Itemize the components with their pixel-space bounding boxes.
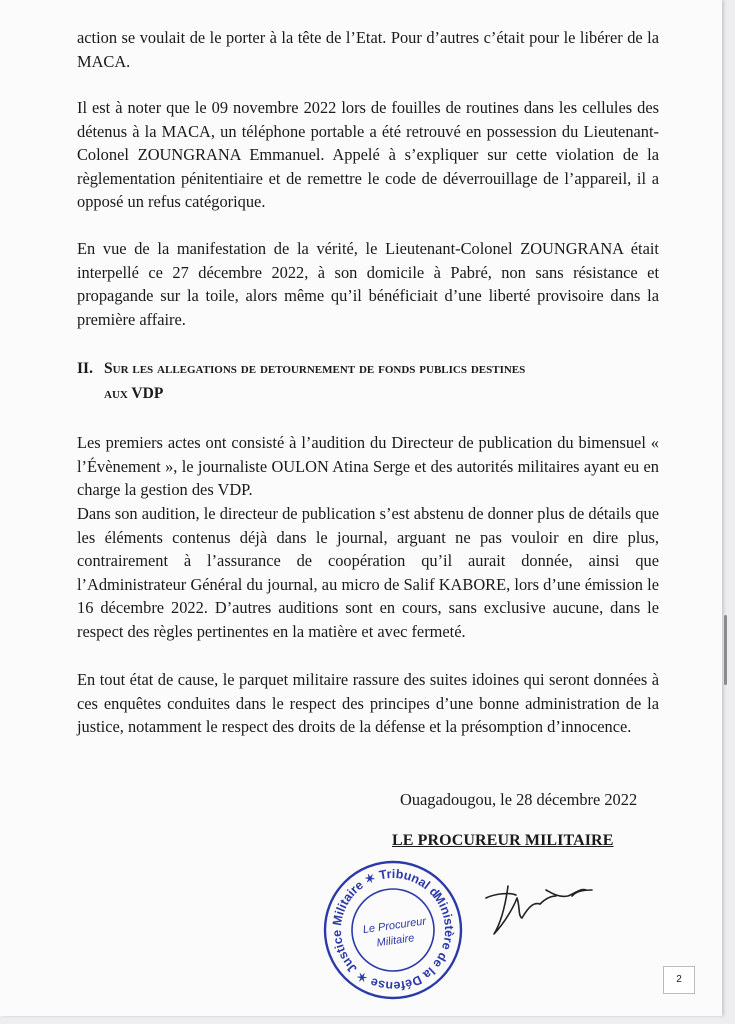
stamp-center-line-1: Le Procureur xyxy=(362,915,427,937)
paragraph-1: action se voulait de le porter à la tête de l’Etat. Pour d’autres c’était pour le libérer de la MACA. xyxy=(77,28,659,71)
stamp-center-line-2: Militaire xyxy=(375,932,416,950)
section-heading-line-1: Sur les allegations de detournement de fonds publics destines xyxy=(104,360,526,377)
signer-title: LE PROCUREUR MILITAIRE xyxy=(392,832,614,849)
official-stamp xyxy=(318,855,468,1005)
paragraph-2: Il est à noter que le 09 novembre 2022 lors de fouilles de routines dans les cellules des détenus à la MACA, un téléphone portable a été retrouvé en possession du Lieutenant-Colonel ZOUNGRANA Emmanuel. Appelé à s’expliquer sur cette violation de la règlementation pénitentiaire et de remettre le code de déverrouillage de l’appareil, il a opposé un refus catégorique. xyxy=(77,98,659,212)
section-number: II. xyxy=(77,360,93,377)
section-heading xyxy=(77,356,667,406)
place-date: Ouagadougou, le 28 décembre 2022 xyxy=(400,790,638,809)
page-number: 2 xyxy=(663,966,695,994)
paragraph-3: En vue de la manifestation de la vérité, le Lieutenant-Colonel ZOUNGRANA était interpellé ce 27 décembre 2022, à son domicile à Pabré, non sans résistance et propagande sur la toile, alors même qu’il bénéficiait d’une liberté provisoire dans la première affaire. xyxy=(77,239,659,329)
paragraph-6: En tout état de cause, le parquet militaire rassure des suites idoines qui seront données à ces enquêtes conduites dans le respect des principes d’une bonne administration de la justice, notamment le respect des droits de la défense et la présomption d’innocence. xyxy=(77,670,659,737)
scroll-indicator xyxy=(724,615,727,685)
stamp-ring-text: Ministère de la Défense ✶ Justice Militaire ✶ Tribunal de xyxy=(329,866,457,994)
paragraph-5: Dans son audition, le directeur de publication s’est abstenu de donner plus de détails que les éléments contenus déjà dans le journal, arguant ne pas vouloir en dire plus, contrairement à l’assurance de coopération qu’il aurait donnée, ainsi que l’Administrateur Général du journal, au micro de Salif KABORE, lors d’une émission le 16 décembre 2022. D’autres auditions sont en cours, sans exclusive aucune, dans le respect des règles pertinentes en la matière et avec fermeté. xyxy=(77,504,659,641)
handwritten-signature xyxy=(484,876,594,946)
section-heading-line-2: aux VDP xyxy=(104,385,164,402)
paragraph-4: Les premiers actes ont consisté à l’audition du Directeur de publication du bimensuel « l’Évènement », le journaliste OULON Atina Serge et des autorités militaires ayant eu en charge la gestion des VDP. xyxy=(77,433,659,500)
